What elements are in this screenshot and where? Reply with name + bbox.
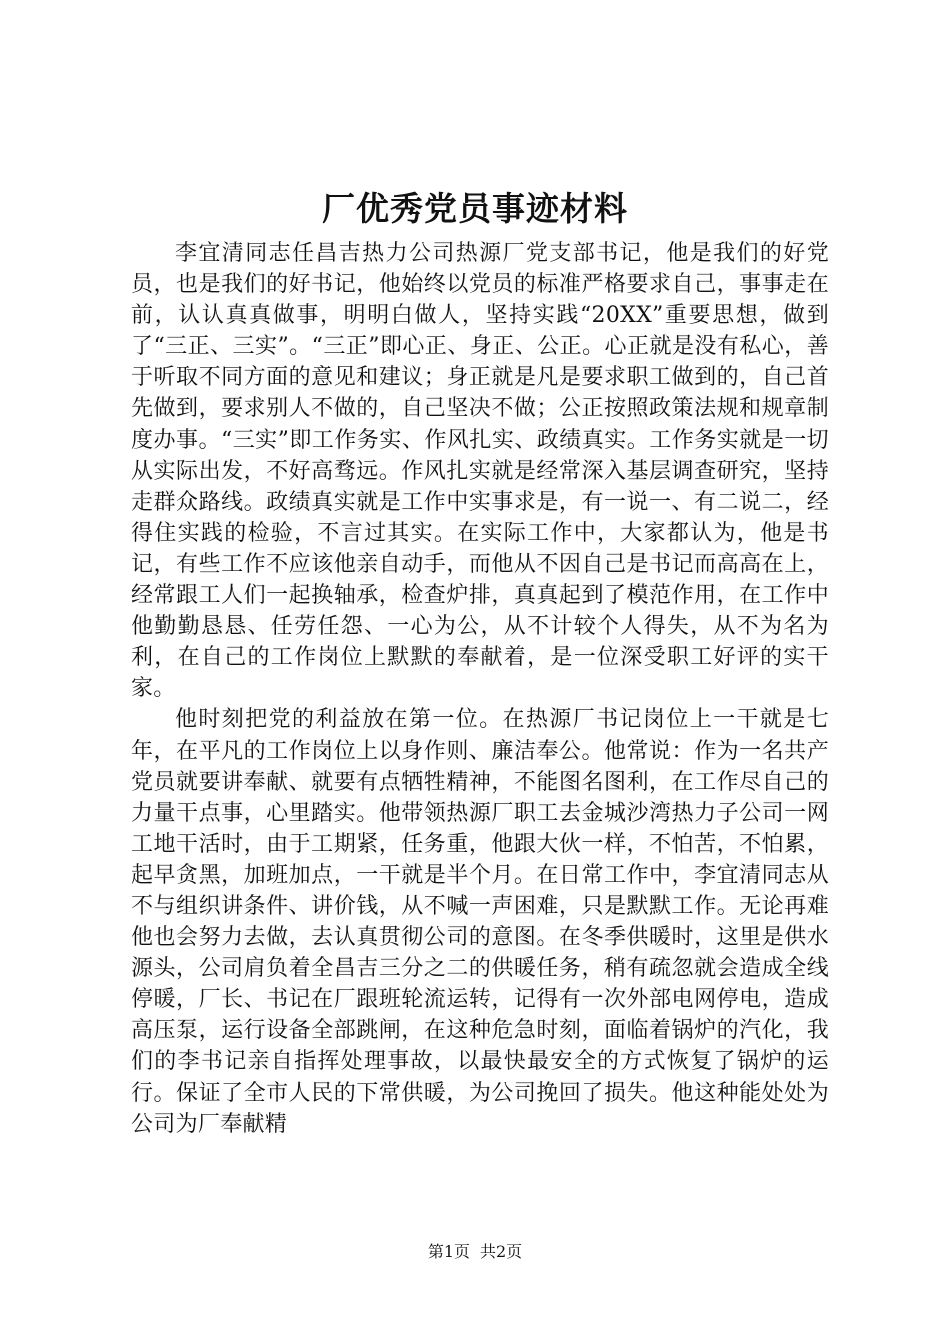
paragraph-1: 李宜清同志任昌吉热力公司热源厂党支部书记，他是我们的好党员，也是我们的好书记，他始终以党员的标准严格要求自己，事事走在前，认认真真做事，明明白做人，坚持实践“20XX”重要思想，做到了“三正、三实”。“三正”即心正、身正、公正。心正就是没有私心，善于听取不同方面的意见和建议；身正就是凡是要求职工做到的，自己首先做到，要求别人不做的，自己坚决不做；公正按照政策法规和规章制度办事。“三实”即工作务实、作风扎实、政绩真实。工作务实就是一切从实际出发，不好高骛远。作风扎实就是经常深入基层调查研究，坚持走群众路线。政绩真实就是工作中实事求是，有一说一、有二说二，经得住实践的检验，不言过其实。在实际工作中，大家都认为，他是书记，有些工作不应该他亲自动手，而他从不因自己是书记而高高在上，经常跟工人们一起换轴承，检查炉排，真真起到了模范作用，在工作中他勤勤恳恳、任劳任怨、一心为公，从不计较个人得失，从不为名为利，在自己的工作岗位上默默的奉献着，是一位深受职工好评的实干家。 xyxy=(131,241,829,702)
page-footer xyxy=(0,1240,950,1264)
document-title: 厂优秀党员事迹材料 xyxy=(322,189,628,228)
page-number-total: 共2页 xyxy=(480,1242,523,1261)
page-number-current: 第1页 xyxy=(427,1242,470,1261)
document-body xyxy=(131,238,829,1140)
paragraph-2: 他时刻把党的利益放在第一位。在热源厂书记岗位上一干就是七年，在平凡的工作岗位上以身作则、廉洁奉公。他常说：作为一名共产党员就要讲奉献、就要有点牺牲精神，不能图名图利，在工作尽自己的力量干点事，心里踏实。他带领热源厂职工去金城沙湾热力子公司一网工地干活时，由于工期紧，任务重，他跟大伙一样，不怕苦，不怕累，起早贪黑，加班加点，一干就是半个月。在日常工作中，李宜清同志从不与组织讲条件、讲价钱，从不喊一声困难，只是默默工作。无论再难他也会努力去做，去认真贯彻公司的意图。在冬季供暖时，这里是供水源头，公司肩负着全昌吉三分之二的供暖任务，稍有疏忽就会造成全线停暖，厂长、书记在厂跟班轮流运转，记得有一次外部电网停电，造成高压泵，运行设备全部跳闸，在这种危急时刻，面临着锅炉的汽化，我们的李书记亲自指挥处理事故，以最快最安全的方式恢复了锅炉的运行。保证了全市人民的下常供暖，为公司挽回了损失。他这种能处处为公司为厂奉献精 xyxy=(131,707,829,1137)
